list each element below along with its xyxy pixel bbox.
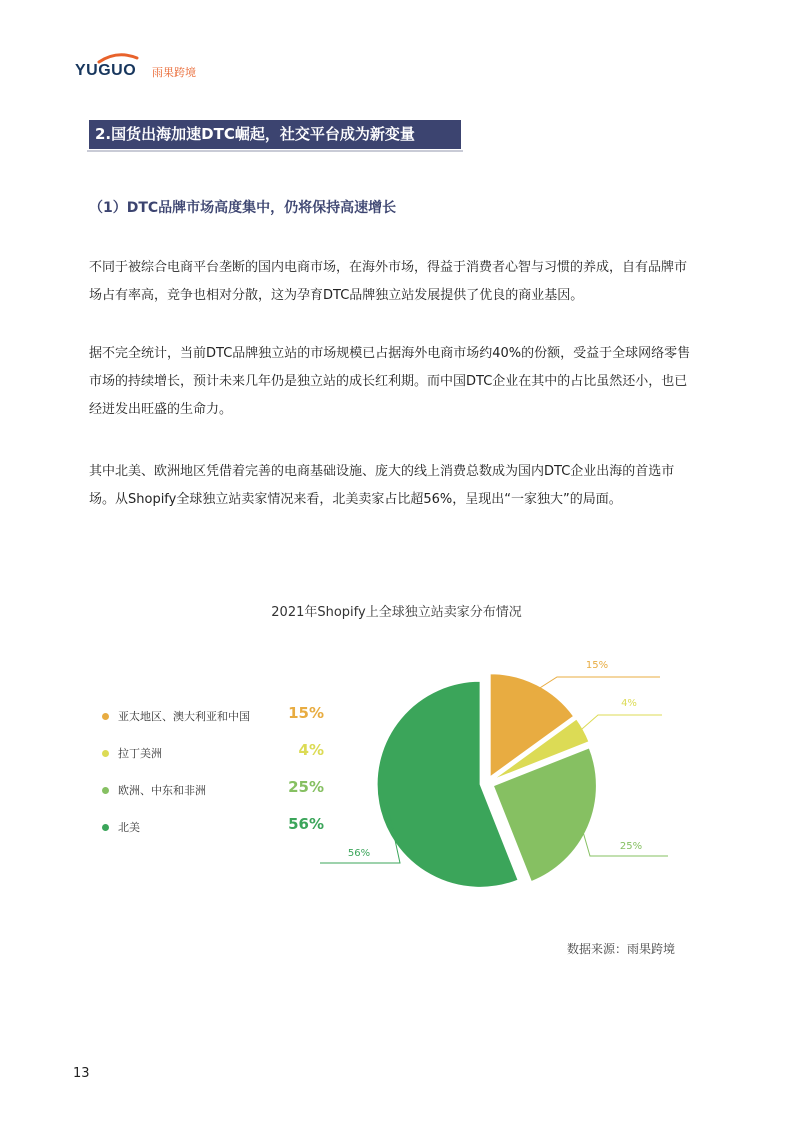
data-source: 数据来源：雨果跨境: [566, 942, 675, 956]
paragraph-1: 不同于被综合电商平台垄断的国内电商市场，在海外市场，得益于消费者心智与习惯的养成，自有品牌市场占有率高，竞争也相对分散，这为孕育DTC品牌独立站发展提供了优良的商业基因。: [89, 260, 688, 303]
logo-cn-text: 雨果跨境: [152, 66, 196, 79]
logo-text: YUGUO: [75, 62, 137, 79]
subsection-title: （1）DTC品牌市场高度集中，仍将保持高速增长: [89, 200, 397, 216]
leader-line-apac: [533, 677, 660, 692]
page-number: 13: [73, 1066, 90, 1081]
legend-value: 15%: [288, 704, 324, 722]
legend-value: 25%: [288, 778, 324, 796]
data-label-north-america: 56%: [347, 848, 371, 859]
legend-value: 56%: [288, 815, 324, 833]
paragraph-3: 其中北美、欧洲地区凭借着完善的电商基础设施、庞大的线上消费总数成为国内DTC企业出海的首选市场。从Shopify全球独立站卖家情况来看，北美卖家占比超56%，呈现出“一家独大”的局面。: [89, 464, 675, 507]
data-label-emea: 25%: [619, 841, 643, 852]
paragraph-2: 据不完全统计，当前DTC品牌独立站的市场规模已占据海外电商市场约40%的份额，受益于全球网络零售市场的持续增长，预计未来几年仍是独立站的成长红利期。而中国DTC企业在其中的占比虽然还小，也已经迸发出旺盛的生命力。: [89, 346, 691, 417]
data-label-apac: 15%: [585, 660, 609, 671]
legend-label: 亚太地区、澳大利亚和中国: [118, 710, 250, 723]
data-label-latam: 4%: [621, 698, 637, 709]
leader-line-latam: [576, 715, 662, 734]
legend-value: 4%: [298, 741, 324, 759]
legend-label: 欧洲、中东和非洲: [118, 784, 206, 797]
section-title: 2.国货出海加速DTC崛起，社交平台成为新变量: [89, 120, 461, 149]
legend-label: 拉丁美洲: [118, 747, 162, 760]
legend-label: 北美: [118, 821, 140, 834]
chart-title: 2021年Shopify上全球独立站卖家分布情况: [271, 605, 522, 620]
